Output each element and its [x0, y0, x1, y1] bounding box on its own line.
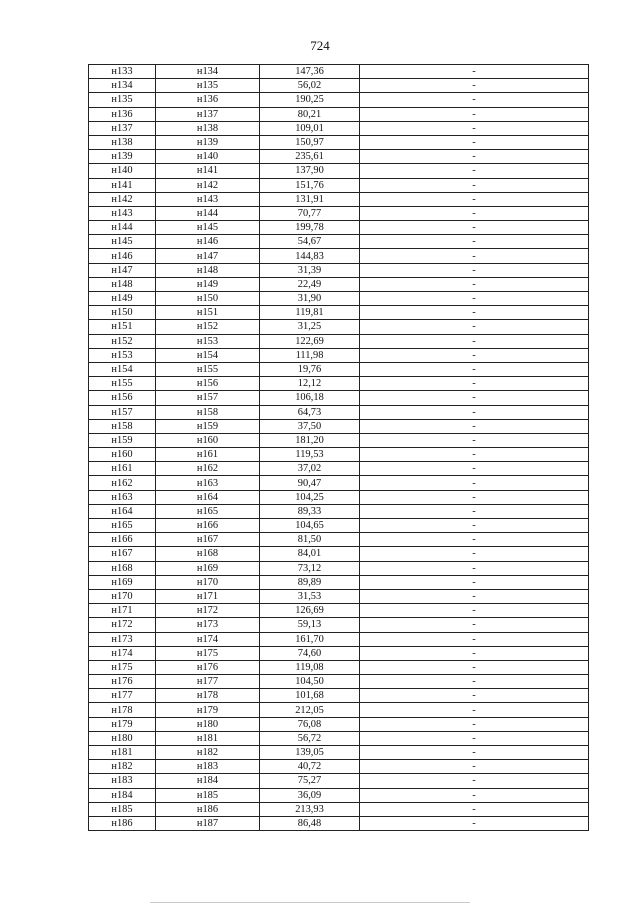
to-point-cell: н138: [156, 121, 260, 135]
from-point-cell: н159: [89, 433, 156, 447]
distance-cell: 80,21: [260, 107, 360, 121]
to-point-cell: н164: [156, 490, 260, 504]
note-cell: -: [360, 618, 589, 632]
distance-cell: 81,50: [260, 533, 360, 547]
table-row: [89, 731, 589, 745]
distance-cell: 109,01: [260, 121, 360, 135]
table-row: [89, 816, 589, 830]
table-row: [89, 150, 589, 164]
to-point-cell: н170: [156, 575, 260, 589]
table-row: [89, 632, 589, 646]
table-row: [89, 433, 589, 447]
from-point-cell: н137: [89, 121, 156, 135]
distance-cell: 131,91: [260, 192, 360, 206]
note-cell: -: [360, 391, 589, 405]
table-row: [89, 206, 589, 220]
from-point-cell: н175: [89, 660, 156, 674]
distance-cell: 31,90: [260, 292, 360, 306]
table-row: [89, 362, 589, 376]
note-cell: -: [360, 419, 589, 433]
to-point-cell: н141: [156, 164, 260, 178]
note-cell: -: [360, 519, 589, 533]
table-row: [89, 462, 589, 476]
table-row: [89, 320, 589, 334]
table-row: [89, 575, 589, 589]
table-row: [89, 306, 589, 320]
to-point-cell: н182: [156, 746, 260, 760]
distance-cell: 36,09: [260, 788, 360, 802]
table-row: [89, 660, 589, 674]
note-cell: -: [360, 206, 589, 220]
note-cell: -: [360, 121, 589, 135]
distance-cell: 40,72: [260, 760, 360, 774]
to-point-cell: н172: [156, 604, 260, 618]
from-point-cell: н177: [89, 689, 156, 703]
page-number: 724: [310, 38, 330, 53]
to-point-cell: н153: [156, 334, 260, 348]
note-cell: -: [360, 575, 589, 589]
to-point-cell: н146: [156, 235, 260, 249]
distance-cell: 111,98: [260, 348, 360, 362]
table-row: [89, 249, 589, 263]
table-row: [89, 774, 589, 788]
distance-cell: 70,77: [260, 206, 360, 220]
table-row: [89, 533, 589, 547]
from-point-cell: н141: [89, 178, 156, 192]
table-row: [89, 490, 589, 504]
to-point-cell: н155: [156, 362, 260, 376]
distance-cell: 90,47: [260, 476, 360, 490]
from-point-cell: н142: [89, 192, 156, 206]
distance-cell: 122,69: [260, 334, 360, 348]
note-cell: -: [360, 660, 589, 674]
from-point-cell: н134: [89, 79, 156, 93]
to-point-cell: н134: [156, 65, 260, 79]
from-point-cell: н138: [89, 135, 156, 149]
from-point-cell: н157: [89, 405, 156, 419]
note-cell: -: [360, 589, 589, 603]
from-point-cell: н155: [89, 377, 156, 391]
distance-cell: 147,36: [260, 65, 360, 79]
distance-cell: 144,83: [260, 249, 360, 263]
to-point-cell: н167: [156, 533, 260, 547]
from-point-cell: н186: [89, 816, 156, 830]
from-point-cell: н161: [89, 462, 156, 476]
to-point-cell: н180: [156, 717, 260, 731]
to-point-cell: н187: [156, 816, 260, 830]
to-point-cell: н139: [156, 135, 260, 149]
to-point-cell: н159: [156, 419, 260, 433]
distance-cell: 235,61: [260, 150, 360, 164]
note-cell: -: [360, 717, 589, 731]
from-point-cell: н164: [89, 504, 156, 518]
to-point-cell: н173: [156, 618, 260, 632]
distance-cell: 106,18: [260, 391, 360, 405]
to-point-cell: н154: [156, 348, 260, 362]
distance-cell: 22,49: [260, 277, 360, 291]
note-cell: -: [360, 221, 589, 235]
note-cell: -: [360, 164, 589, 178]
table-body: [89, 65, 589, 831]
note-cell: -: [360, 263, 589, 277]
distance-cell: 104,50: [260, 675, 360, 689]
distance-cell: 31,25: [260, 320, 360, 334]
note-cell: -: [360, 490, 589, 504]
distance-cell: 19,76: [260, 362, 360, 376]
distance-cell: 213,93: [260, 802, 360, 816]
note-cell: -: [360, 192, 589, 206]
from-point-cell: н136: [89, 107, 156, 121]
table-row: [89, 93, 589, 107]
to-point-cell: н178: [156, 689, 260, 703]
to-point-cell: н149: [156, 277, 260, 291]
to-point-cell: н175: [156, 646, 260, 660]
distance-cell: 64,73: [260, 405, 360, 419]
from-point-cell: н154: [89, 362, 156, 376]
note-cell: -: [360, 65, 589, 79]
note-cell: -: [360, 802, 589, 816]
table-row: [89, 107, 589, 121]
from-point-cell: н133: [89, 65, 156, 79]
distance-cell: 89,89: [260, 575, 360, 589]
to-point-cell: н177: [156, 675, 260, 689]
table-row: [89, 277, 589, 291]
from-point-cell: н184: [89, 788, 156, 802]
note-cell: -: [360, 504, 589, 518]
note-cell: -: [360, 646, 589, 660]
note-cell: -: [360, 292, 589, 306]
distance-cell: 119,53: [260, 448, 360, 462]
note-cell: -: [360, 760, 589, 774]
from-point-cell: н173: [89, 632, 156, 646]
from-point-cell: н172: [89, 618, 156, 632]
from-point-cell: н152: [89, 334, 156, 348]
table-row: [89, 760, 589, 774]
table-row: [89, 334, 589, 348]
table-row: [89, 604, 589, 618]
table-row: [89, 547, 589, 561]
distance-cell: 151,76: [260, 178, 360, 192]
from-point-cell: н144: [89, 221, 156, 235]
note-cell: -: [360, 675, 589, 689]
from-point-cell: н171: [89, 604, 156, 618]
note-cell: -: [360, 604, 589, 618]
distance-cell: 199,78: [260, 221, 360, 235]
note-cell: -: [360, 362, 589, 376]
note-cell: -: [360, 816, 589, 830]
distance-cell: 56,72: [260, 731, 360, 745]
table-row: [89, 164, 589, 178]
distance-cell: 37,50: [260, 419, 360, 433]
distance-cell: 37,02: [260, 462, 360, 476]
distance-cell: 181,20: [260, 433, 360, 447]
to-point-cell: н151: [156, 306, 260, 320]
table-row: [89, 519, 589, 533]
table-row: [89, 802, 589, 816]
distance-cell: 54,67: [260, 235, 360, 249]
note-cell: -: [360, 547, 589, 561]
to-point-cell: н163: [156, 476, 260, 490]
boundary-points-table: [88, 64, 589, 831]
note-cell: -: [360, 377, 589, 391]
distance-cell: 126,69: [260, 604, 360, 618]
distance-cell: 73,12: [260, 561, 360, 575]
from-point-cell: н153: [89, 348, 156, 362]
from-point-cell: н166: [89, 533, 156, 547]
note-cell: -: [360, 476, 589, 490]
table-row: [89, 788, 589, 802]
to-point-cell: н169: [156, 561, 260, 575]
to-point-cell: н142: [156, 178, 260, 192]
to-point-cell: н158: [156, 405, 260, 419]
from-point-cell: н149: [89, 292, 156, 306]
distance-cell: 84,01: [260, 547, 360, 561]
to-point-cell: н179: [156, 703, 260, 717]
to-point-cell: н184: [156, 774, 260, 788]
to-point-cell: н161: [156, 448, 260, 462]
to-point-cell: н147: [156, 249, 260, 263]
distance-cell: 31,53: [260, 589, 360, 603]
note-cell: -: [360, 731, 589, 745]
table-row: [89, 292, 589, 306]
to-point-cell: н145: [156, 221, 260, 235]
note-cell: -: [360, 348, 589, 362]
from-point-cell: н163: [89, 490, 156, 504]
from-point-cell: н150: [89, 306, 156, 320]
distance-cell: 59,13: [260, 618, 360, 632]
from-point-cell: н165: [89, 519, 156, 533]
from-point-cell: н146: [89, 249, 156, 263]
from-point-cell: н170: [89, 589, 156, 603]
note-cell: -: [360, 178, 589, 192]
from-point-cell: н176: [89, 675, 156, 689]
to-point-cell: н144: [156, 206, 260, 220]
table-row: [89, 235, 589, 249]
from-point-cell: н148: [89, 277, 156, 291]
from-point-cell: н140: [89, 164, 156, 178]
table-row: [89, 646, 589, 660]
note-cell: -: [360, 533, 589, 547]
to-point-cell: н152: [156, 320, 260, 334]
distance-cell: 139,05: [260, 746, 360, 760]
distance-cell: 119,81: [260, 306, 360, 320]
note-cell: -: [360, 433, 589, 447]
table-row: [89, 717, 589, 731]
to-point-cell: н165: [156, 504, 260, 518]
note-cell: -: [360, 93, 589, 107]
table-row: [89, 618, 589, 632]
scan-border-line: [150, 902, 470, 903]
to-point-cell: н181: [156, 731, 260, 745]
from-point-cell: н162: [89, 476, 156, 490]
from-point-cell: н182: [89, 760, 156, 774]
from-point-cell: н178: [89, 703, 156, 717]
table-row: [89, 448, 589, 462]
note-cell: -: [360, 235, 589, 249]
from-point-cell: н139: [89, 150, 156, 164]
distance-cell: 86,48: [260, 816, 360, 830]
table-row: [89, 689, 589, 703]
to-point-cell: н157: [156, 391, 260, 405]
from-point-cell: н156: [89, 391, 156, 405]
table-row: [89, 391, 589, 405]
note-cell: -: [360, 462, 589, 476]
to-point-cell: н135: [156, 79, 260, 93]
distance-cell: 150,97: [260, 135, 360, 149]
note-cell: -: [360, 306, 589, 320]
from-point-cell: н145: [89, 235, 156, 249]
from-point-cell: н179: [89, 717, 156, 731]
to-point-cell: н168: [156, 547, 260, 561]
table-row: [89, 405, 589, 419]
table-row: [89, 561, 589, 575]
to-point-cell: н185: [156, 788, 260, 802]
table-row: [89, 675, 589, 689]
note-cell: -: [360, 632, 589, 646]
to-point-cell: н140: [156, 150, 260, 164]
to-point-cell: н183: [156, 760, 260, 774]
from-point-cell: н174: [89, 646, 156, 660]
table-row: [89, 65, 589, 79]
table-row: [89, 589, 589, 603]
from-point-cell: н147: [89, 263, 156, 277]
distance-cell: 161,70: [260, 632, 360, 646]
table-row: [89, 419, 589, 433]
distance-cell: 104,65: [260, 519, 360, 533]
note-cell: -: [360, 320, 589, 334]
note-cell: -: [360, 774, 589, 788]
note-cell: -: [360, 150, 589, 164]
table-row: [89, 192, 589, 206]
table-row: [89, 746, 589, 760]
to-point-cell: н160: [156, 433, 260, 447]
note-cell: -: [360, 334, 589, 348]
note-cell: -: [360, 561, 589, 575]
table-row: [89, 377, 589, 391]
to-point-cell: н156: [156, 377, 260, 391]
table-row: [89, 79, 589, 93]
to-point-cell: н166: [156, 519, 260, 533]
note-cell: -: [360, 448, 589, 462]
to-point-cell: н174: [156, 632, 260, 646]
to-point-cell: н148: [156, 263, 260, 277]
note-cell: -: [360, 135, 589, 149]
distance-cell: 119,08: [260, 660, 360, 674]
to-point-cell: н171: [156, 589, 260, 603]
note-cell: -: [360, 277, 589, 291]
distance-cell: 89,33: [260, 504, 360, 518]
from-point-cell: н169: [89, 575, 156, 589]
note-cell: -: [360, 107, 589, 121]
to-point-cell: н137: [156, 107, 260, 121]
note-cell: -: [360, 703, 589, 717]
from-point-cell: н185: [89, 802, 156, 816]
distance-cell: 101,68: [260, 689, 360, 703]
from-point-cell: н151: [89, 320, 156, 334]
to-point-cell: н136: [156, 93, 260, 107]
from-point-cell: н143: [89, 206, 156, 220]
distance-cell: 12,12: [260, 377, 360, 391]
distance-cell: 31,39: [260, 263, 360, 277]
note-cell: -: [360, 79, 589, 93]
table-row: [89, 178, 589, 192]
distance-cell: 74,60: [260, 646, 360, 660]
table-row: [89, 121, 589, 135]
table-row: [89, 263, 589, 277]
table-row: [89, 703, 589, 717]
distance-cell: 190,25: [260, 93, 360, 107]
distance-cell: 212,05: [260, 703, 360, 717]
from-point-cell: н167: [89, 547, 156, 561]
to-point-cell: н150: [156, 292, 260, 306]
to-point-cell: н162: [156, 462, 260, 476]
distance-cell: 76,08: [260, 717, 360, 731]
table-row: [89, 348, 589, 362]
from-point-cell: н158: [89, 419, 156, 433]
note-cell: -: [360, 788, 589, 802]
table-row: [89, 135, 589, 149]
from-point-cell: н135: [89, 93, 156, 107]
table-row: [89, 476, 589, 490]
note-cell: -: [360, 746, 589, 760]
table-row: [89, 504, 589, 518]
from-point-cell: н181: [89, 746, 156, 760]
note-cell: -: [360, 249, 589, 263]
to-point-cell: н143: [156, 192, 260, 206]
from-point-cell: н180: [89, 731, 156, 745]
distance-cell: 137,90: [260, 164, 360, 178]
from-point-cell: н168: [89, 561, 156, 575]
from-point-cell: н183: [89, 774, 156, 788]
note-cell: -: [360, 689, 589, 703]
distance-cell: 75,27: [260, 774, 360, 788]
to-point-cell: н176: [156, 660, 260, 674]
distance-cell: 56,02: [260, 79, 360, 93]
note-cell: -: [360, 405, 589, 419]
table-row: [89, 221, 589, 235]
to-point-cell: н186: [156, 802, 260, 816]
from-point-cell: н160: [89, 448, 156, 462]
distance-cell: 104,25: [260, 490, 360, 504]
